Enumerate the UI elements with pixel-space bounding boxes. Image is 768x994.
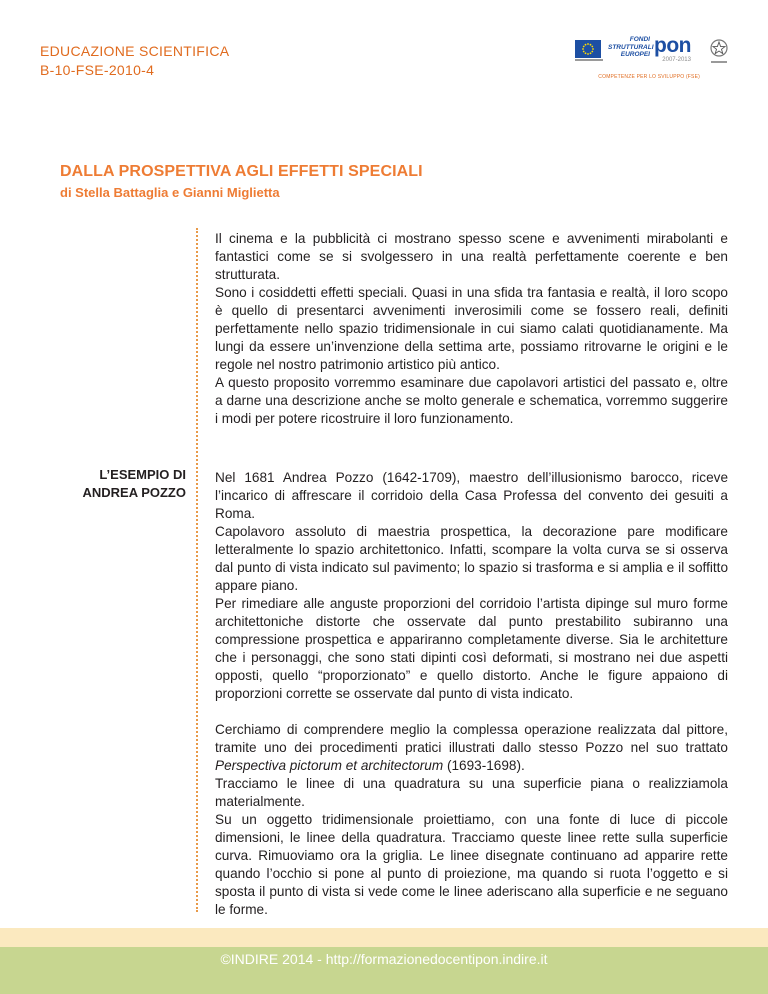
paragraph: Nel 1681 Andrea Pozzo (1642-1709), maestro dell’illusionismo barocco, riceve l’incarico di affrescare il corridoio della Casa Professa del convento dei gesuiti a Roma. [215,470,728,521]
fondi-line-1: FONDI [629,36,650,43]
fondi-line-3: EUROPEI [620,51,650,58]
dotted-divider [196,228,198,912]
footer-band [0,928,768,947]
republic-emblem-icon [709,37,729,59]
paragraph: A questo proposito vorremmo esaminare due capolavori artistici del passato e, oltre a darne una descrizione anche se molto generale e schematica, vorremmo suggerire i modi per potere ricostruire il loro funzionamento. [215,375,728,426]
text-run: (1693-1698). [443,758,525,773]
article-title: DALLA PROSPETTIVA AGLI EFFETTI SPECIALI [60,163,423,180]
section-label [40,466,186,502]
paragraph: Sono i cosiddetti effetti speciali. Quasi in una sfida tra fantasia e realtà, il loro scopo è quello di presentarci avvenimenti inverosimili come se fossero reali, definiti perfettamente nello spazio tridimensionale in cui siamo calati quotidianamente. Ma lungi da essere un’invenzione della settima arte, possiamo ritrovarne le origini e le regole nel nostro patrimonio artistico più antico. [215,285,728,372]
treatise-title: Perspectiva pictorum et architectorum [215,758,444,773]
method-text [215,721,728,919]
footer-copyright: ©INDIRE 2014 - http://formazionedocentipon.indire.it [220,951,548,967]
paragraph: Su un oggetto tridimensionale proiettiamo, con una fonte di luce di piccole dimensioni, le linee della quadratura. Tracciamo queste linee rette sulla superficie curva. Rimuoviamo ora la griglia. Le linee disegnate continuano ad apparire rette quando l’occhio si pone al punto di proiezione, ma quando si ruota l’oggetto e si sposta il punto di vista si vede come le linee aderiscano alla superficie e ne seguano le forme. [215,812,728,917]
text-run: Cerchiamo di comprendere meglio la complessa operazione realizzata dal pittore, tramite uno dei procedimenti pratici illustrati dallo stesso Pozzo nel suo trattato [215,722,728,755]
intro-text [215,230,728,428]
pon-logo [654,36,691,64]
article-authors: di Stella Battaglia e Gianni Miglietta [60,185,280,200]
fondi-line-2: STRUTTURALI [608,43,654,51]
paragraph: Il cinema e la pubblicità ci mostrano spesso scene e avvenimenti mirabolanti e fantastici come se si svolgessero in una realtà perfettamente coerente e ben strutturata. [215,231,728,282]
fondi-strutturali-logo [608,36,654,59]
header-program-code: B-10-FSE-2010-4 [40,62,155,78]
pozzo-text [215,469,728,703]
paragraph: Per rimediare alle anguste proporzioni del corridoio l’artista dipinge sul muro forme architettoniche distorte che osservate dal punto prestabilito subiranno una compressione prospettica e appariranno completamente diverse. Sia le architetture che i personaggi, che sono stati dipinti così deformati, si mostrano nei due aspetti opposti, quello “proporzionato” e quello distorto. Anche le figure appaiono di proporzioni corrette se osservate dal punto di vista indicato. [215,596,728,701]
paragraph: Capolavoro assoluto di maestria prospettica, la decorazione pare modificare letteralmente lo spazio architettonico. Infatti, scompare la volta curva se si osserva dal punto di vista indicato sul pavimento; lo spazio si trasforma e si amplia e il soffitto appare piano. [215,524,728,593]
eu-caption [575,59,603,61]
section-label-line-1: L’ESEMPIO DI [99,467,186,482]
pon-tagline: COMPETENZE PER LO SVILUPPO (FSE) [598,74,700,80]
pon-wordmark: pon [654,34,691,57]
funding-logos [575,32,735,84]
section-label-line-2: ANDREA POZZO [82,485,186,500]
pon-years: 2007-2013 [662,57,691,63]
paragraph [215,721,728,775]
emblem-caption [711,61,727,63]
header-program-title: EDUCAZIONE SCIENTIFICA [40,43,230,59]
paragraph: Tracciamo le linee di una quadratura su una superficie piana o realizziamola materialmente. [215,776,728,809]
eu-flag-icon [575,40,601,58]
